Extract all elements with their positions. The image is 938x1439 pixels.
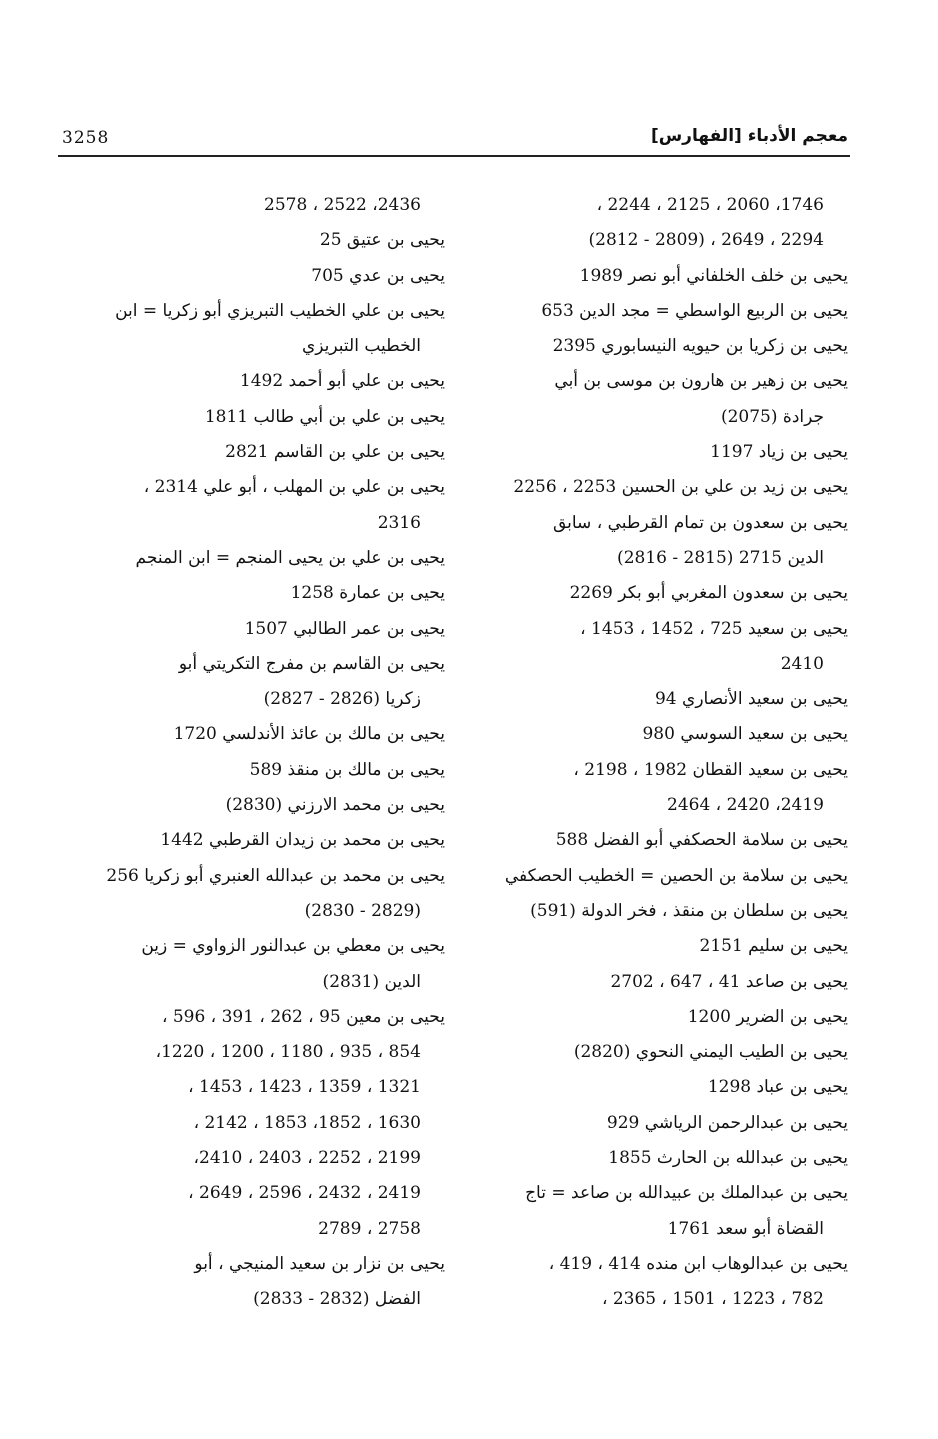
index-entry: يحيى بن سلطان بن منقذ ، فخر الدولة (591) xyxy=(530,900,848,921)
index-entry: يحيى بن الربيع الواسطي = مجد الدين 653 xyxy=(541,300,848,321)
index-entry: يحيى بن نزار بن سعيد المنيجي ، أبو xyxy=(194,1253,445,1274)
index-entry: يحيى بن زهير بن هارون بن موسى بن أبي xyxy=(554,371,848,392)
index-entry-continuation: 782 ، 1223 ، 1501 ، 2365 ، xyxy=(601,1289,824,1310)
index-entry-continuation: القضاة أبو سعد 1761 xyxy=(667,1218,824,1239)
index-entry: يحيى بن عمارة 1258 xyxy=(290,583,445,604)
index-entry-continuation: 1746، 2060 ، 2125 ، 2244 ، xyxy=(596,195,824,215)
index-entry-continuation: 2758 ، 2789 xyxy=(318,1218,421,1239)
index-entry: يحيى بن سلامة بن الحصين = الخطيب الحصكفي xyxy=(504,865,848,886)
index-entry: يحيى بن علي بن يحيى المنجم = ابن المنجم xyxy=(135,547,445,568)
index-entry-continuation: 2410 xyxy=(780,653,824,674)
index-entry: يحيى بن سليم 2151 xyxy=(699,936,848,957)
index-entry-continuation: 1321 ، 1359 ، 1423 ، 1453 ، xyxy=(188,1077,421,1098)
index-entry: يحيى بن سعيد 725 ، 1452 ، 1453 ، xyxy=(580,618,848,639)
index-entry: يحيى بن سعيد القطان 1982 ، 2198 ، xyxy=(573,759,848,780)
index-entry-continuation: 2436، 2522 ، 2578 xyxy=(264,195,421,215)
page-number: 3258 xyxy=(62,128,110,148)
index-entry: يحيى بن عباد 1298 xyxy=(707,1077,848,1098)
index-entry: يحيى بن سعيد السوسي 980 xyxy=(642,724,848,745)
index-entry-continuation: زكريا (2826 - 2827) xyxy=(263,689,421,710)
index-entry-continuation: 2419، 2420 ، 2464 xyxy=(667,795,824,816)
index-entry: يحيى بن عتيق 25 xyxy=(319,230,445,251)
index-entry: يحيى بن الضرير 1200 xyxy=(687,1006,848,1027)
index-entry-continuation: الفضل (2832 - 2833) xyxy=(253,1289,421,1310)
index-entry: يحيى بن محمد بن عبدالله العنبري أبو زكريا 256 xyxy=(106,865,445,886)
index-entry: يحيى بن عبدالملك بن عبيدالله بن صاعد = تاج xyxy=(525,1183,848,1204)
index-entry: يحيى بن صاعد 41 ، 647 ، 2702 xyxy=(610,971,848,992)
index-entry: يحيى بن مالك بن عائذ الأندلسي 1720 xyxy=(173,724,445,745)
index-entry-continuation: جرادة (2075) xyxy=(720,406,824,427)
index-entry: يحيى بن معطي بن عبدالنور الزواوي = زين xyxy=(141,936,445,957)
index-entry: يحيى بن خلف الخلفاني أبو نصر 1989 xyxy=(579,265,848,286)
index-entry: يحيى بن عبدالرحمن الرياشي 929 xyxy=(606,1112,848,1133)
index-entry: يحيى بن عبدالله بن الحارث 1855 xyxy=(608,1148,848,1169)
index-entry-continuation: 1630 ، 1852، 1853 ، 2142 ، xyxy=(193,1112,421,1133)
index-entry: يحيى بن علي بن أبي طالب 1811 xyxy=(204,406,445,427)
index-entry: يحيى بن محمد بن زيدان القرطبي 1442 xyxy=(160,830,445,851)
index-entry: يحيى بن علي بن المهلب ، أبو علي 2314 ، xyxy=(143,477,445,498)
index-entry-continuation: الخطيب التبريزي xyxy=(301,336,421,357)
index-entry: يحيى بن علي أبو أحمد 1492 xyxy=(239,371,445,392)
index-entry: يحيى بن عمر الطالبي 1507 xyxy=(244,618,445,639)
index-entry-continuation: 2316 xyxy=(377,512,421,533)
index-entry: يحيى بن عدي 705 xyxy=(311,265,445,286)
index-entry-continuation: 2199 ، 2252 ، 2403 ، 2410، xyxy=(193,1148,421,1169)
index-entry: يحيى بن القاسم بن مفرج التكريتي أبو xyxy=(178,653,445,674)
index-entry: يحيى بن زياد 1197 xyxy=(710,442,848,463)
index-entry: يحيى بن الطيب اليمني النحوي (2820) xyxy=(573,1042,848,1063)
index-entry: يحيى بن علي بن القاسم 2821 xyxy=(225,442,445,463)
index-entry: يحيى بن سعدون المغربي أبو بكر 2269 xyxy=(569,583,848,604)
index-entry: يحيى بن زكريا بن حيويه النيسابوري 2395 xyxy=(552,336,848,357)
index-entry: يحيى بن زيد بن علي بن الحسين 2253 ، 2256 xyxy=(513,477,848,498)
index-entry: يحيى بن علي الخطيب التبريزي أبو زكريا = ابن xyxy=(115,300,445,321)
index-entry: يحيى بن مالك بن منقذ 589 xyxy=(249,759,445,780)
index-entry-continuation: الدين (2831) xyxy=(322,971,421,992)
index-entry-continuation: 2419 ، 2432 ، 2596 ، 2649 ، xyxy=(188,1183,421,1204)
running-title: معجم الأدباء [الفهارس] xyxy=(650,126,848,146)
header-rule xyxy=(58,155,850,157)
index-entry-continuation: (2829 - 2830) xyxy=(304,900,421,921)
index-entry: يحيى بن سعيد الأنصاري 94 xyxy=(654,689,848,710)
index-entry-continuation: 2294 ، 2649 ، (2809 - 2812) xyxy=(588,230,824,251)
index-entry: يحيى بن سعدون بن تمام القرطبي ، سابق xyxy=(552,512,848,533)
index-column-left xyxy=(80,188,445,1318)
index-entry: يحيى بن سلامة الحصكفي أبو الفضل 588 xyxy=(555,830,848,851)
index-entry-continuation: الدين 2715 (2815 - 2816) xyxy=(617,547,824,568)
index-entry: يحيى بن معين 95 ، 262 ، 391 ، 596 ، xyxy=(161,1006,445,1027)
index-entry: يحيى بن محمد الارزني (2830) xyxy=(225,795,445,816)
index-column-right xyxy=(493,188,848,1318)
index-entry-continuation: 854 ، 935 ، 1180 ، 1200 ، 1220، xyxy=(155,1042,421,1063)
index-entry: يحيى بن عبدالوهاب ابن منده 414 ، 419 ، xyxy=(548,1253,848,1274)
